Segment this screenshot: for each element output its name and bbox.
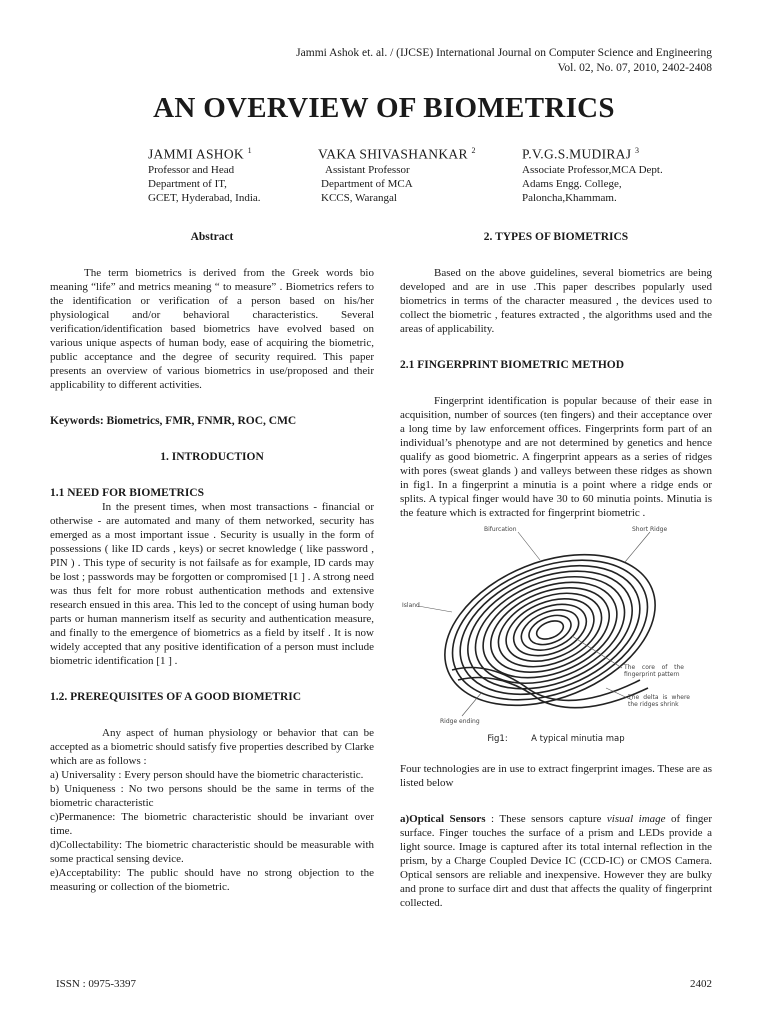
label-ridge-ending: Ridge ending bbox=[440, 718, 480, 725]
technologies-intro: Four technologies are in use to extract fingerprint images. These are as listed below bbox=[400, 763, 712, 789]
property-universality: a) Universality : Every person should have the biometric characteristic. bbox=[50, 769, 364, 781]
author-affiliation-line: Department of IT, bbox=[148, 177, 227, 190]
author-block-2 bbox=[318, 142, 476, 205]
running-header-journal: Jammi Ashok et. al. / (IJCSE) International Journal on Computer Science and Engineering bbox=[296, 47, 712, 59]
types-text: Based on the above guidelines, several biometrics are being developed and are in use .This paper describes popularly used biometrics in terms of the character measured , the devices used to collect the biometric , features extracted , the algorithms used and the areas of applicability. bbox=[400, 267, 712, 335]
right-column bbox=[400, 230, 712, 910]
prerequisites-heading: 1.2. PREREQUISITES OF A GOOD BIOMETRIC bbox=[50, 691, 302, 703]
footer-page-number: 2402 bbox=[690, 978, 712, 990]
figure-caption bbox=[400, 732, 712, 746]
property-uniqueness: b) Uniqueness : No two persons should be the same in terms of the biometric characteristic bbox=[50, 783, 374, 809]
author-affiliation-line: Adams Engg. College, bbox=[522, 177, 622, 190]
prerequisites-text: Any aspect of human physiology or behavior that can be accepted as a biometric should satisfy five properties described by Clarke which are as follows : bbox=[50, 727, 374, 767]
optical-sensors-paragraph: a)Optical Sensors : These sensors capture visual image of finger surface. Finger touches the surface of a prism and LEDs provide a light source. Image is captured after its total internal reflection in the prism, by a Charge Coupled Device IC (CCD-IC) or CMOS Camera. Optical sensors are reliable and inexpensive. However they are bulky and prone to surface dirt and dust that affects the quality of fingerprint collected. bbox=[400, 813, 712, 909]
paper-title: AN OVERVIEW OF BIOMETRICS bbox=[153, 92, 615, 124]
author-affiliation-line: Professor and Head bbox=[148, 163, 235, 176]
need-for-biometrics-text: In the present times, when most transactions - financial or otherwise - are automated and many of them networked, security has emerged as a most important issue . Security is usually in the form of possessions ( like ID cards , keys) or secret knowledge ( like password , PIN ) . This type of security is not failsafe as for example, ID cards may be lost ; passwords may be forgotten or compromised [1 ] . A strong need was thus felt for more robust authentication methods and extensive research ensued in this area. This led to the concept of using human body parts or human mannerism itself as security and authentication measure, and finally to the emergence of biometrics as a field by itself . It is now widely accepted that any positive identification of a person must include biometric identification [1 ] . bbox=[50, 501, 374, 667]
label-island: Island bbox=[402, 602, 420, 609]
fingerprint-figure bbox=[400, 520, 712, 732]
property-permanence: c)Permanence: The biometric characteristic should be invariant over time. bbox=[50, 811, 374, 837]
label-bifurcation: Bifurcation bbox=[484, 526, 517, 533]
author-block-1 bbox=[148, 142, 261, 205]
property-collectability: d)Collectability: The biometric characteristic should be measurable with some practical sensing device. bbox=[50, 839, 374, 865]
left-column bbox=[50, 230, 374, 894]
types-heading: 2. TYPES OF BIOMETRICS bbox=[483, 231, 629, 243]
author-name: P.V.G.S.MUDIRAJ $^3$ bbox=[522, 146, 640, 162]
author-affiliation-line: Assistant Professor bbox=[325, 163, 410, 176]
running-header-volume: Vol. 02, No. 07, 2010, 2402-2408 bbox=[557, 62, 712, 74]
label-short-ridge: Short Ridge bbox=[632, 526, 668, 533]
author-affiliation-line: KCCS, Warangal bbox=[321, 191, 397, 204]
author-affiliation-line: Department of MCA bbox=[321, 177, 413, 190]
optical-sensors-label: a)Optical Sensors bbox=[400, 813, 486, 825]
label-core: The core of the fingerprint pattern bbox=[624, 664, 684, 678]
label-delta: The delta is where the ridges shrink bbox=[628, 694, 690, 708]
abstract-text: The term biometrics is derived from the Greek words bio meaning “life” and metrics meaning “ to measure” . Biometrics refers to the identification or verification of a person based on his/her physiological and/or behavioral characteristics. Several verification/identification based biometrics have evolved based on various unique aspects of human body, ease of acquiring the biometric, public acceptance and the degree of security required. This paper presents an overview of various biometrics in use/proposed and their applicability to different activities. bbox=[50, 267, 374, 391]
author-block-3 bbox=[522, 142, 663, 205]
footer-issn: ISSN : 0975-3397 bbox=[56, 978, 137, 990]
figure-caption-text: A typical minutia map bbox=[531, 734, 625, 744]
figure-caption-label: Fig1: bbox=[487, 734, 508, 744]
author-affiliation-line: GCET, Hyderabad, India. bbox=[148, 191, 261, 204]
abstract-heading: Abstract bbox=[190, 231, 234, 243]
keywords: Keywords: Biometrics, FMR, FNMR, ROC, CMC bbox=[50, 415, 297, 427]
author-name: JAMMI ASHOK $^1$ bbox=[148, 146, 252, 162]
property-acceptability: e)Acceptability: The public should have no strong objection to the measuring or collection of the biometric. bbox=[50, 867, 374, 893]
author-name: VAKA SHIVASHANKAR $^2$ bbox=[318, 146, 476, 162]
fingerprint-heading: 2.1 FINGERPRINT BIOMETRIC METHOD bbox=[400, 359, 625, 371]
visual-image-emphasis: visual image bbox=[606, 813, 666, 825]
author-affiliation-line: Paloncha,Khammam. bbox=[522, 191, 617, 204]
author-affiliation-line: Associate Professor,MCA Dept. bbox=[522, 163, 663, 176]
fingerprint-text: Fingerprint identification is popular because of their ease in acquisition, number of sources (ten fingers) and their acceptance over a long time by law enforcement offices. Fingerprints form part of an individual’s phenotype and are not determined by genetics and hence qualify as good biometric. A fingerprint appears as a series of ridges with pores (sweat glands ) and valleys between these ridges as shown in fig1. In a fingerprint a minutia is a point where a ridge ends or splits. A typical finger would have 30 to 60 minutia points. Minutia is the feature which is extracted for fingerprint biometric . bbox=[400, 395, 712, 519]
need-for-biometrics-heading: 1.1 NEED FOR BIOMETRICS bbox=[50, 487, 204, 499]
introduction-heading: 1. INTRODUCTION bbox=[160, 451, 264, 463]
